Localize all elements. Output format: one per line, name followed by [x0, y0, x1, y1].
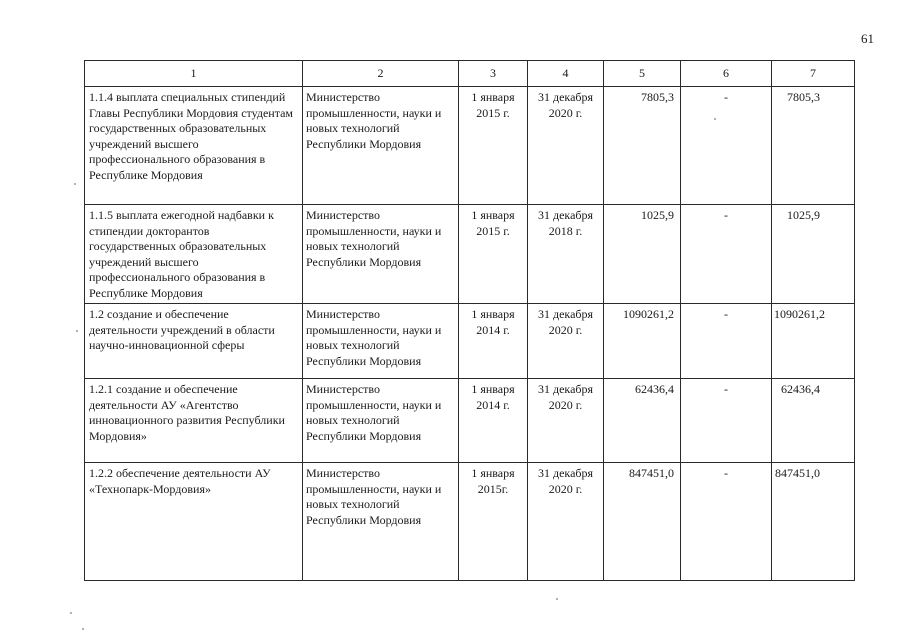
total-cell: 62436,4	[772, 379, 855, 463]
activity-description: 1.2 создание и обеспечение деятельности учреждений в области научно-инновационной сферы	[85, 304, 303, 379]
executor-cell: Министерство промышленности, науки и новых технологий Республики Мордовия	[303, 304, 459, 379]
activity-description: 1.2.2 обеспечение деятельности АУ «Технопарк-Мордовия»	[85, 463, 303, 581]
total-cell: 1025,9	[772, 205, 855, 304]
start-date-cell: 1 января 2014 г.	[459, 379, 528, 463]
executor-cell: Министерство промышленности, науки и новых технологий Республики Мордовия	[303, 205, 459, 304]
table-row	[85, 304, 855, 379]
scan-speck	[74, 183, 76, 185]
dash-cell: -	[681, 379, 772, 463]
activity-description: 1.1.5 выплата ежегодной надбавки к стипендии докторантов государственных образовательных учреждений высшего профессионального образования в Республике Мордовия	[85, 205, 303, 304]
end-date-cell: 31 декабря 2020 г.	[528, 304, 604, 379]
start-date-cell: 1 января 2015г.	[459, 463, 528, 581]
amount-cell: 62436,4	[604, 379, 681, 463]
dash-cell: -	[681, 463, 772, 581]
activity-description: 1.1.4 выплата специальных стипендий Главы Республики Мордовия студентам государственных образовательных учреждений высшего профессионального образования в Республике Мордовия	[85, 87, 303, 205]
table-row	[85, 205, 855, 304]
executor-cell: Министерство промышленности, науки и новых технологий Республики Мордовия	[303, 379, 459, 463]
column-header: 2	[303, 61, 459, 87]
activity-description: 1.2.1 создание и обеспечение деятельности АУ «Агентство инновационного развития Республики Мордовия»	[85, 379, 303, 463]
end-date-cell: 31 декабря 2018 г.	[528, 205, 604, 304]
amount-cell: 1025,9	[604, 205, 681, 304]
scan-speck	[556, 598, 558, 600]
page-number: 61	[861, 31, 874, 46]
start-date-cell: 1 января 2015 г.	[459, 205, 528, 304]
executor-cell: Министерство промышленности, науки и новых технологий Республики Мордовия	[303, 87, 459, 205]
amount-cell: 847451,0	[604, 463, 681, 581]
scan-speck	[70, 612, 72, 614]
table-row	[85, 379, 855, 463]
dash-cell: -	[681, 304, 772, 379]
total-cell: 1090261,2	[772, 304, 855, 379]
start-date-cell: 1 января 2014 г.	[459, 304, 528, 379]
scan-speck	[714, 118, 716, 120]
start-date-cell: 1 января 2015 г.	[459, 87, 528, 205]
column-header: 3	[459, 61, 528, 87]
header-row	[85, 61, 855, 87]
scan-speck	[76, 330, 78, 332]
column-header: 5	[604, 61, 681, 87]
table-row	[85, 87, 855, 205]
executor-cell: Министерство промышленности, науки и новых технологий Республики Мордовия	[303, 463, 459, 581]
column-header: 4	[528, 61, 604, 87]
end-date-cell: 31 декабря 2020 г.	[528, 379, 604, 463]
amount-cell: 7805,3	[604, 87, 681, 205]
end-date-cell: 31 декабря 2020 г.	[528, 463, 604, 581]
column-header: 1	[85, 61, 303, 87]
budget-table	[84, 60, 855, 581]
scan-speck	[82, 628, 84, 630]
total-cell: 847451,0	[772, 463, 855, 581]
table-row	[85, 463, 855, 581]
end-date-cell: 31 декабря 2020 г.	[528, 87, 604, 205]
dash-cell: -	[681, 205, 772, 304]
total-cell: 7805,3	[772, 87, 855, 205]
amount-cell: 1090261,2	[604, 304, 681, 379]
column-header: 6	[681, 61, 772, 87]
column-header: 7	[772, 61, 855, 87]
dash-cell: -	[681, 87, 772, 205]
